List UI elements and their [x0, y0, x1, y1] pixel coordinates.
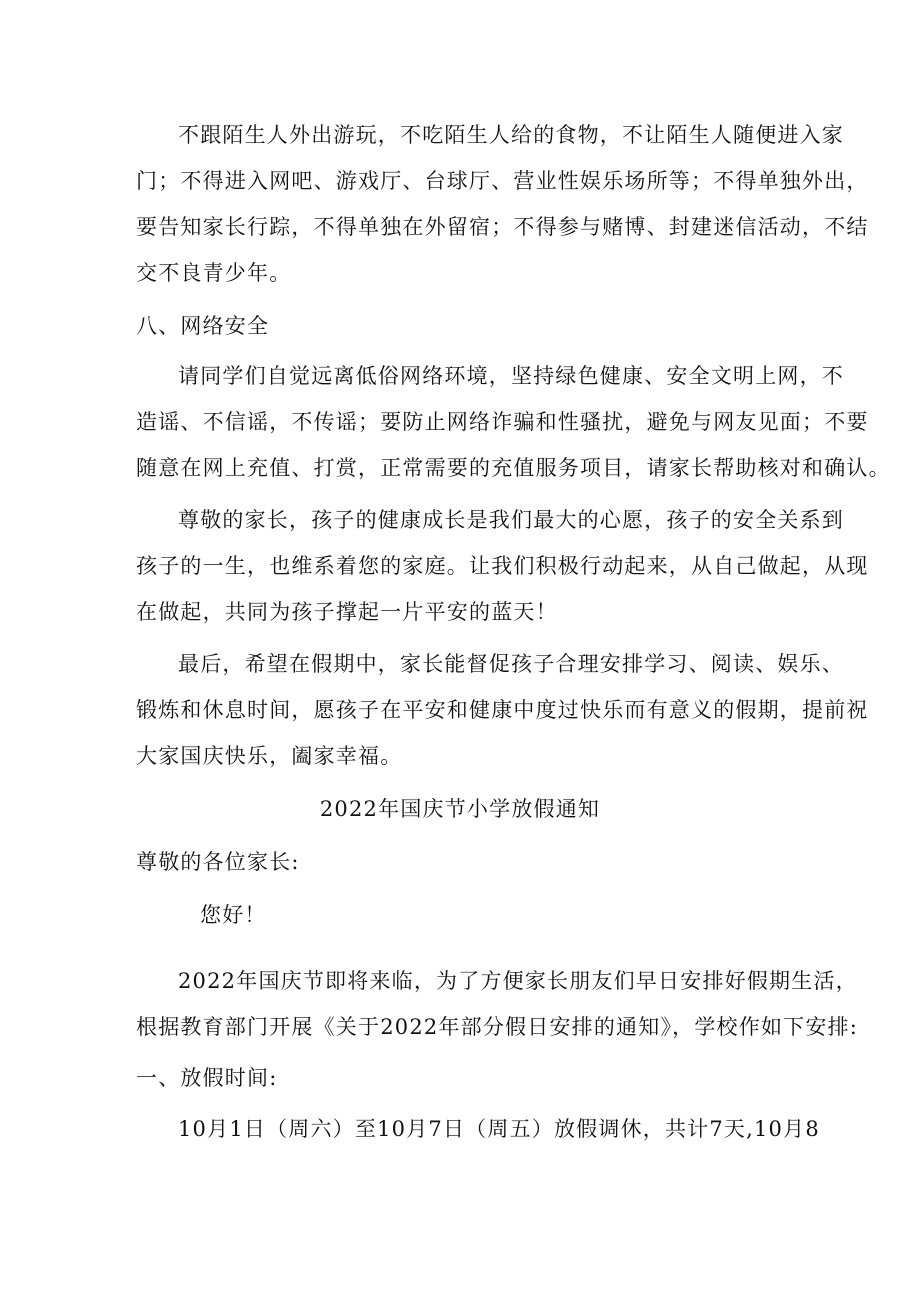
section-heading: 一、放假时间:: [136, 1066, 278, 1090]
salutation: 尊敬的各位家长:: [136, 850, 300, 874]
paragraph-line: 尊敬的家长，孩子的健康成长是我们最大的心愿，孩子的安全关系到: [178, 508, 844, 532]
greeting: 您好！: [200, 903, 267, 927]
paragraph-line: 最后，希望在假期中，家长能督促孩子合理安排学习、阅读、娱乐、: [178, 652, 844, 676]
paragraph-line: 2022年国庆节即将来临，为了方便家长朋友们早日安排好假期生活，: [178, 969, 858, 993]
notice-title: 2022年国庆节小学放假通知: [319, 797, 601, 821]
paragraph-line: 交不良青少年。: [136, 261, 292, 285]
paragraph-line: 根据教育部门开展《关于2022年部分假日安排的通知》，学校作如下安排:: [136, 1015, 859, 1039]
paragraph-line: 造谣、不信谣，不传谣；要防止网络诈骗和性骚扰，避免与网友见面；不要: [136, 410, 869, 434]
section-heading: 八、网络安全: [136, 314, 270, 338]
paragraph-line: 在做起，共同为孩子撑起一片平安的蓝天！: [136, 600, 558, 624]
paragraph-line: 要告知家长行踪，不得单独在外留宿；不得参与赌博、封建迷信活动，不结: [136, 215, 869, 239]
paragraph-line: 请同学们自觉远离低俗网络环境，坚持绿色健康、安全文明上网，不: [178, 364, 844, 388]
paragraph-line: 10月1日（周六）至10月7日（周五）放假调休，共计7天,10月8: [178, 1117, 820, 1141]
paragraph-line: 锻炼和休息时间，愿孩子在平安和健康中度过快乐而有意义的假期，提前祝: [136, 698, 869, 722]
paragraph-line: 门；不得进入网吧、游戏厅、台球厅、营业性娱乐场所等；不得单独外出，: [136, 169, 869, 193]
paragraph-line: 不跟陌生人外出游玩，不吃陌生人给的食物，不让陌生人随便进入家: [178, 123, 844, 147]
paragraph-line: 大家国庆快乐，阖家幸福。: [136, 744, 403, 768]
paragraph-line: 随意在网上充值、打赏，正常需要的充值服务项目，请家长帮助核对和确认。: [136, 456, 891, 480]
paragraph-line: 孩子的一生，也维系着您的家庭。让我们积极行动起来，从自己做起，从现: [136, 554, 869, 578]
